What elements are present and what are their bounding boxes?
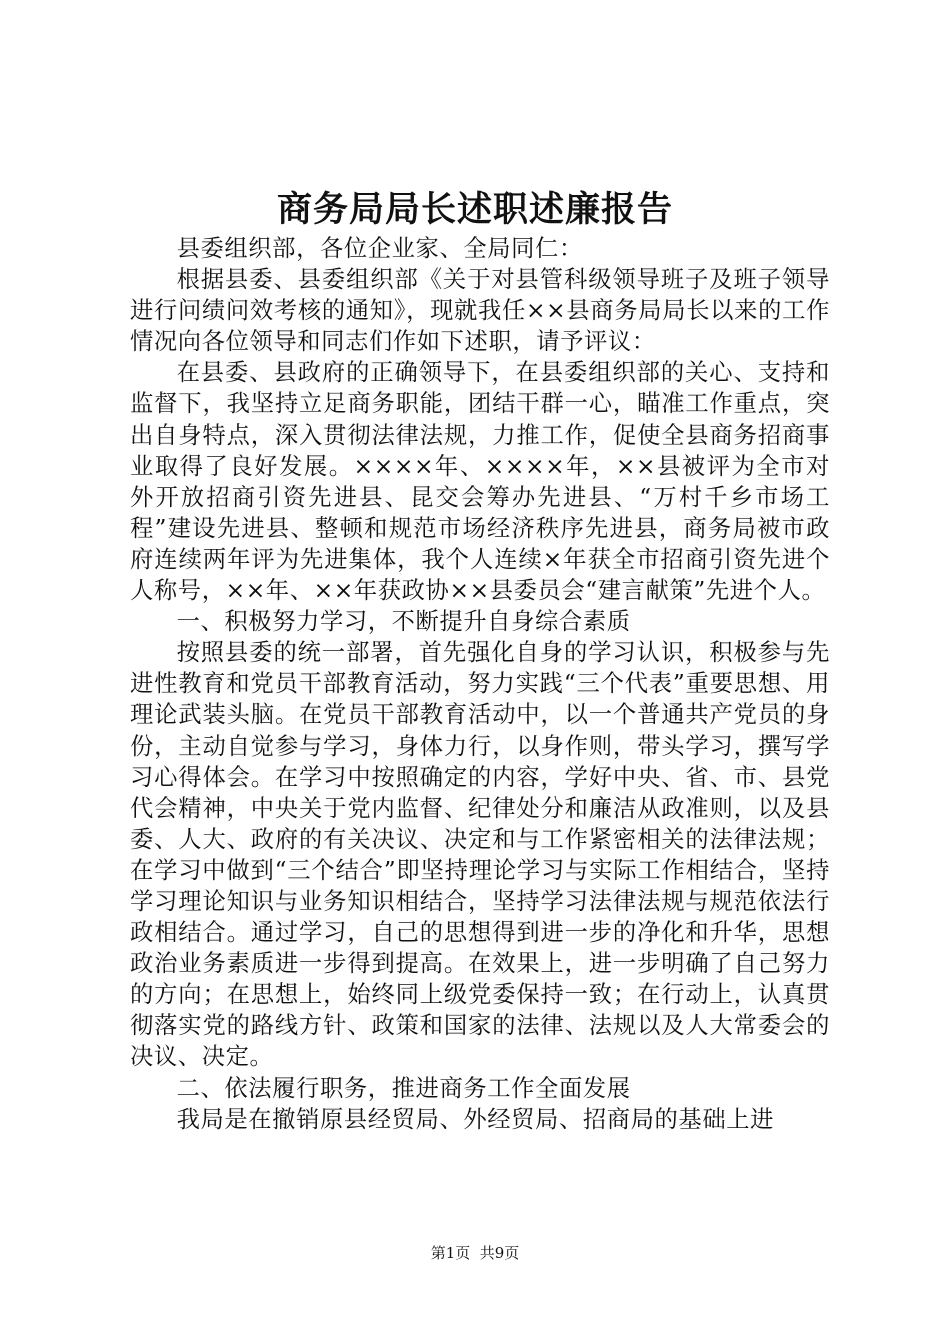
document-body xyxy=(130,233,830,1135)
salutation-paragraph: 县委组织部，各位企业家、全局同仁： xyxy=(176,235,583,262)
section-heading-1: 一、积极努力学习，不断提升自身综合素质 xyxy=(176,608,631,636)
duties-paragraph: 我局是在撤销原县经贸局、外经贸局、招商局的基础上进 xyxy=(176,1105,775,1133)
document-title: 商务局局长述职述廉报告 xyxy=(276,189,673,230)
section-heading-2: 二、依法履行职务，推进商务工作全面发展 xyxy=(176,1074,631,1102)
overview-paragraph: 在县委、县政府的正确领导下，在县委组织部的关心、支持和监督下，我坚持立足商务职能，团结干群一心，瞄准工作重点，突出自身特点，深入贯彻法律法规，力推工作，促使全县商务招商事业取得了良好发展。××××年、××××年，××县被评为全市对外开放招商引资先进县、昆交会筹办先进县、“万村千乡市场工程”建设先进县、整顿和规范市场经济秩序先进县，商务局被市政府连续两年评为先进集体，我个人连续×年获全市招商引资先进个人称号，××年、××年获政协××县委员会“建言献策”先进个人。 xyxy=(130,359,830,605)
intro-paragraph: 根据县委、县委组织部《关于对县管科级领导班子及班子领导进行问绩问效考核的通知》，现就我任××县商务局局长以来的工作情况向各位领导和同志们作如下述职，请予评议： xyxy=(130,266,830,356)
page-number-footer: 第1页 共9页 xyxy=(430,1244,520,1262)
study-paragraph: 按照县委的统一部署，首先强化自身的学习认识，积极参与先进性教育和党员干部教育活动，努力实践“三个代表”重要思想、用理论武装头脑。在党员干部教育活动中，以一个普通共产党员的身份，主动自觉参与学习，身体力行，以身作则，带头学习，撰写学习心得体会。在学习中按照确定的内容，学好中央、省、市、县党代会精神，中央关于党内监督、纪律处分和廉洁从政准则，以及县委、人大、政府的有关决议、决定和与工作紧密相关的法律法规；在学习中做到“三个结合”即坚持理论学习与实际工作相结合，坚持学习理论知识与业务知识相结合，坚持学习法律法规与规范依法行政相结合。通过学习，自己的思想得到进一步的净化和升华，思想政治业务素质进一步得到提高。在效果上，进一步明确了自己努力的方向；在思想上，始终同上级党委保持一致；在行动上，认真贯彻落实党的路线方针、政策和国家的法律、法规以及人大常委会的决议、决定。 xyxy=(130,639,830,1071)
